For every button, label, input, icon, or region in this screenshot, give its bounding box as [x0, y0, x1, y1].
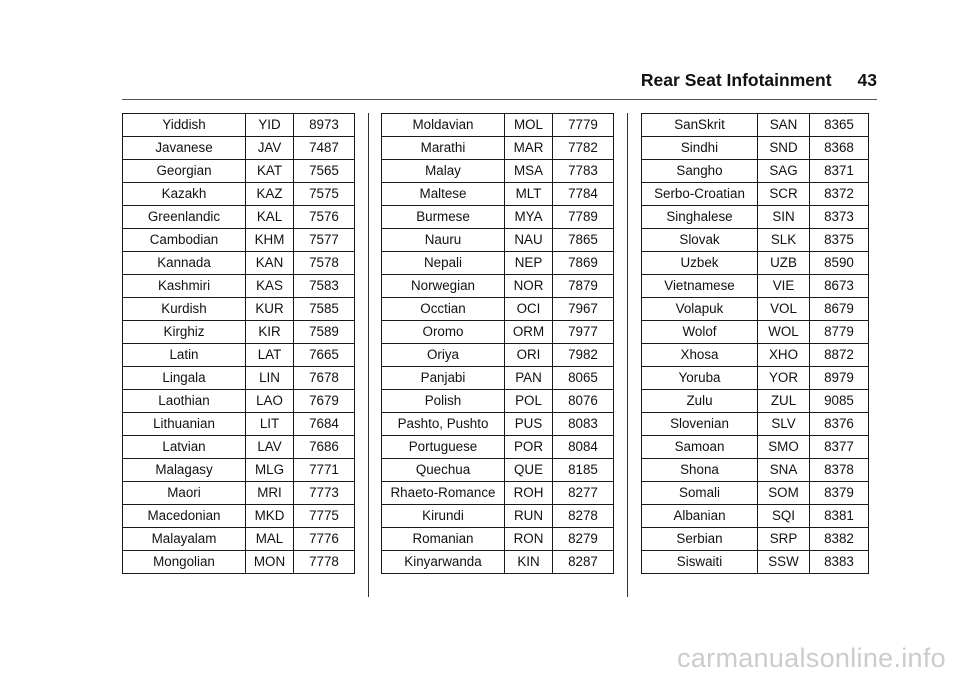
language-name: Macedonian	[123, 505, 246, 528]
language-name: Kazakh	[123, 183, 246, 206]
table-row	[123, 482, 355, 505]
table-row	[382, 367, 614, 390]
language-abbr: QUE	[505, 459, 553, 482]
language-abbr: OCI	[505, 298, 553, 321]
language-code: 8375	[810, 229, 869, 252]
language-abbr: LIN	[246, 367, 294, 390]
column-divider	[627, 113, 628, 597]
language-code: 8377	[810, 436, 869, 459]
language-code: 8065	[553, 367, 614, 390]
table-row	[382, 160, 614, 183]
table-row	[123, 459, 355, 482]
table-row	[642, 390, 869, 413]
table-row	[123, 137, 355, 160]
language-name: SanSkrit	[642, 114, 758, 137]
language-code: 8083	[553, 413, 614, 436]
language-code: 7665	[294, 344, 355, 367]
language-code: 8371	[810, 160, 869, 183]
language-code: 8973	[294, 114, 355, 137]
language-abbr: PAN	[505, 367, 553, 390]
language-abbr: SMO	[758, 436, 810, 459]
language-name: Romanian	[382, 528, 505, 551]
table-row	[123, 321, 355, 344]
language-abbr: SAN	[758, 114, 810, 137]
language-name: Shona	[642, 459, 758, 482]
language-code: 8185	[553, 459, 614, 482]
language-abbr: MAL	[246, 528, 294, 551]
language-code: 7585	[294, 298, 355, 321]
watermark: carmanualsonline.info	[677, 643, 946, 673]
language-code: 8382	[810, 528, 869, 551]
table-row	[382, 275, 614, 298]
table-row	[642, 344, 869, 367]
language-code: 7577	[294, 229, 355, 252]
language-abbr: YID	[246, 114, 294, 137]
table-row	[642, 160, 869, 183]
language-code: 7784	[553, 183, 614, 206]
language-code: 7778	[294, 551, 355, 574]
table-row	[642, 436, 869, 459]
language-abbr: ORI	[505, 344, 553, 367]
table-row	[382, 183, 614, 206]
language-abbr: KAN	[246, 252, 294, 275]
table-row	[382, 114, 614, 137]
language-abbr: SNA	[758, 459, 810, 482]
language-abbr: PUS	[505, 413, 553, 436]
table-row	[123, 344, 355, 367]
language-abbr: MKD	[246, 505, 294, 528]
language-abbr: LIT	[246, 413, 294, 436]
table-row	[382, 321, 614, 344]
table-row	[382, 137, 614, 160]
table-row	[642, 298, 869, 321]
language-abbr: LAO	[246, 390, 294, 413]
language-abbr: MLG	[246, 459, 294, 482]
language-abbr: SQI	[758, 505, 810, 528]
language-code: 7869	[553, 252, 614, 275]
table-row	[642, 114, 869, 137]
language-abbr: NAU	[505, 229, 553, 252]
language-code: 7771	[294, 459, 355, 482]
language-code: 7678	[294, 367, 355, 390]
language-code-table-3	[641, 113, 869, 574]
table-row	[642, 183, 869, 206]
language-code: 7575	[294, 183, 355, 206]
language-name: Occtian	[382, 298, 505, 321]
table-row	[382, 436, 614, 459]
language-name: Malay	[382, 160, 505, 183]
language-code: 8872	[810, 344, 869, 367]
language-name: Lithuanian	[123, 413, 246, 436]
language-abbr: ORM	[505, 321, 553, 344]
language-name: Greenlandic	[123, 206, 246, 229]
page-number: 43	[857, 70, 877, 90]
table-row	[382, 505, 614, 528]
language-code: 7789	[553, 206, 614, 229]
table-row	[123, 367, 355, 390]
language-name: Maltese	[382, 183, 505, 206]
language-abbr: SAG	[758, 160, 810, 183]
language-abbr: KIR	[246, 321, 294, 344]
language-name: Volapuk	[642, 298, 758, 321]
language-abbr: MOL	[505, 114, 553, 137]
column-divider	[368, 113, 369, 597]
language-name: Kirghiz	[123, 321, 246, 344]
language-code: 7576	[294, 206, 355, 229]
language-name: Panjabi	[382, 367, 505, 390]
language-name: Singhalese	[642, 206, 758, 229]
section-title: Rear Seat Infotainment	[640, 70, 832, 90]
language-code: 8679	[810, 298, 869, 321]
language-abbr: KIN	[505, 551, 553, 574]
language-name: Wolof	[642, 321, 758, 344]
language-name: Kirundi	[382, 505, 505, 528]
language-code: 7679	[294, 390, 355, 413]
language-code: 8279	[553, 528, 614, 551]
language-code: 7977	[553, 321, 614, 344]
language-abbr: XHO	[758, 344, 810, 367]
language-abbr: SRP	[758, 528, 810, 551]
language-name: Javanese	[123, 137, 246, 160]
language-code: 8277	[553, 482, 614, 505]
language-code: 8287	[553, 551, 614, 574]
table-row	[123, 275, 355, 298]
table-row	[123, 528, 355, 551]
language-name: Yiddish	[123, 114, 246, 137]
language-code: 8383	[810, 551, 869, 574]
language-code: 8378	[810, 459, 869, 482]
language-abbr: SCR	[758, 183, 810, 206]
language-name: Kannada	[123, 252, 246, 275]
language-abbr: YOR	[758, 367, 810, 390]
language-name: Latin	[123, 344, 246, 367]
language-name: Quechua	[382, 459, 505, 482]
language-code: 7684	[294, 413, 355, 436]
table-row	[642, 321, 869, 344]
table-row	[642, 482, 869, 505]
table-row	[123, 160, 355, 183]
language-code: 7686	[294, 436, 355, 459]
language-name: Samoan	[642, 436, 758, 459]
language-name: Serbo-Croatian	[642, 183, 758, 206]
table-row	[642, 229, 869, 252]
language-name: Moldavian	[382, 114, 505, 137]
language-code: 8278	[553, 505, 614, 528]
language-name: Kashmiri	[123, 275, 246, 298]
language-abbr: LAV	[246, 436, 294, 459]
language-abbr: VOL	[758, 298, 810, 321]
language-name: Oriya	[382, 344, 505, 367]
language-abbr: KAL	[246, 206, 294, 229]
language-abbr: MAR	[505, 137, 553, 160]
language-code: 8590	[810, 252, 869, 275]
table-row	[642, 137, 869, 160]
language-code: 7776	[294, 528, 355, 551]
table-row	[382, 344, 614, 367]
table-row	[382, 528, 614, 551]
language-name: Cambodian	[123, 229, 246, 252]
table-row	[123, 114, 355, 137]
language-name: Malagasy	[123, 459, 246, 482]
table-row	[382, 459, 614, 482]
language-abbr: POR	[505, 436, 553, 459]
table-row	[642, 459, 869, 482]
table-row	[382, 390, 614, 413]
language-name: Nauru	[382, 229, 505, 252]
language-abbr: RON	[505, 528, 553, 551]
table-row	[382, 229, 614, 252]
table-row	[123, 298, 355, 321]
language-code: 8979	[810, 367, 869, 390]
table-row	[382, 252, 614, 275]
language-abbr: JAV	[246, 137, 294, 160]
language-name: Kurdish	[123, 298, 246, 321]
language-code: 8673	[810, 275, 869, 298]
language-abbr: MRI	[246, 482, 294, 505]
language-code: 8376	[810, 413, 869, 436]
table-row	[123, 229, 355, 252]
language-abbr: ROH	[505, 482, 553, 505]
table-row	[642, 551, 869, 574]
table-row	[642, 367, 869, 390]
table-row	[123, 183, 355, 206]
table-row	[382, 206, 614, 229]
table-row	[642, 252, 869, 275]
language-code: 8373	[810, 206, 869, 229]
language-code-table-1	[122, 113, 355, 574]
table-row	[642, 206, 869, 229]
language-name: Polish	[382, 390, 505, 413]
language-name: Zulu	[642, 390, 758, 413]
language-code: 8372	[810, 183, 869, 206]
language-name: Sindhi	[642, 137, 758, 160]
language-name: Maori	[123, 482, 246, 505]
language-name: Oromo	[382, 321, 505, 344]
language-code: 9085	[810, 390, 869, 413]
language-abbr: KAT	[246, 160, 294, 183]
table-row	[382, 413, 614, 436]
language-abbr: SND	[758, 137, 810, 160]
language-code: 8365	[810, 114, 869, 137]
language-name: Georgian	[123, 160, 246, 183]
table-row	[642, 275, 869, 298]
language-abbr: SIN	[758, 206, 810, 229]
language-abbr: MLT	[505, 183, 553, 206]
language-abbr: UZB	[758, 252, 810, 275]
language-abbr: WOL	[758, 321, 810, 344]
language-name: Lingala	[123, 367, 246, 390]
language-name: Marathi	[382, 137, 505, 160]
language-name: Xhosa	[642, 344, 758, 367]
table-row	[642, 505, 869, 528]
language-name: Albanian	[642, 505, 758, 528]
language-name: Norwegian	[382, 275, 505, 298]
language-abbr: KAZ	[246, 183, 294, 206]
language-name: Serbian	[642, 528, 758, 551]
language-code: 7967	[553, 298, 614, 321]
language-abbr: MSA	[505, 160, 553, 183]
language-name: Kinyarwanda	[382, 551, 505, 574]
language-code: 7589	[294, 321, 355, 344]
language-abbr: KHM	[246, 229, 294, 252]
language-name: Burmese	[382, 206, 505, 229]
language-code: 7583	[294, 275, 355, 298]
language-code: 7565	[294, 160, 355, 183]
table-row	[642, 528, 869, 551]
language-code: 8779	[810, 321, 869, 344]
language-name: Rhaeto-Romance	[382, 482, 505, 505]
language-name: Mongolian	[123, 551, 246, 574]
language-abbr: KAS	[246, 275, 294, 298]
language-abbr: POL	[505, 390, 553, 413]
table-row	[123, 413, 355, 436]
table-row	[123, 505, 355, 528]
language-code: 7487	[294, 137, 355, 160]
language-code: 7775	[294, 505, 355, 528]
language-code: 8368	[810, 137, 869, 160]
language-name: Slovenian	[642, 413, 758, 436]
language-name: Malayalam	[123, 528, 246, 551]
language-code: 7879	[553, 275, 614, 298]
language-code: 8084	[553, 436, 614, 459]
language-name: Sangho	[642, 160, 758, 183]
language-code-table-2	[381, 113, 614, 574]
language-abbr: KUR	[246, 298, 294, 321]
language-abbr: SLV	[758, 413, 810, 436]
language-name: Vietnamese	[642, 275, 758, 298]
language-code: 7783	[553, 160, 614, 183]
table-row	[382, 551, 614, 574]
language-abbr: MON	[246, 551, 294, 574]
table-row	[382, 298, 614, 321]
header-rule	[122, 99, 877, 100]
page-header	[0, 70, 877, 98]
language-name: Yoruba	[642, 367, 758, 390]
language-code: 7982	[553, 344, 614, 367]
table-row	[642, 413, 869, 436]
language-abbr: MYA	[505, 206, 553, 229]
language-name: Portuguese	[382, 436, 505, 459]
language-name: Pashto, Pushto	[382, 413, 505, 436]
language-name: Siswaiti	[642, 551, 758, 574]
language-code: 8076	[553, 390, 614, 413]
language-abbr: RUN	[505, 505, 553, 528]
language-code: 8379	[810, 482, 869, 505]
language-abbr: SLK	[758, 229, 810, 252]
language-abbr: SSW	[758, 551, 810, 574]
table-row	[123, 206, 355, 229]
language-name: Nepali	[382, 252, 505, 275]
language-name: Laothian	[123, 390, 246, 413]
language-abbr: NEP	[505, 252, 553, 275]
language-abbr: VIE	[758, 275, 810, 298]
table-row	[382, 482, 614, 505]
language-name: Slovak	[642, 229, 758, 252]
language-name: Latvian	[123, 436, 246, 459]
language-abbr: SOM	[758, 482, 810, 505]
language-abbr: ZUL	[758, 390, 810, 413]
table-row	[123, 252, 355, 275]
language-abbr: LAT	[246, 344, 294, 367]
language-name: Uzbek	[642, 252, 758, 275]
table-row	[123, 551, 355, 574]
language-code: 7773	[294, 482, 355, 505]
language-code: 7779	[553, 114, 614, 137]
table-row	[123, 436, 355, 459]
language-abbr: NOR	[505, 275, 553, 298]
language-name: Somali	[642, 482, 758, 505]
language-code: 7578	[294, 252, 355, 275]
language-code: 7865	[553, 229, 614, 252]
language-code: 7782	[553, 137, 614, 160]
table-row	[123, 390, 355, 413]
language-code: 8381	[810, 505, 869, 528]
